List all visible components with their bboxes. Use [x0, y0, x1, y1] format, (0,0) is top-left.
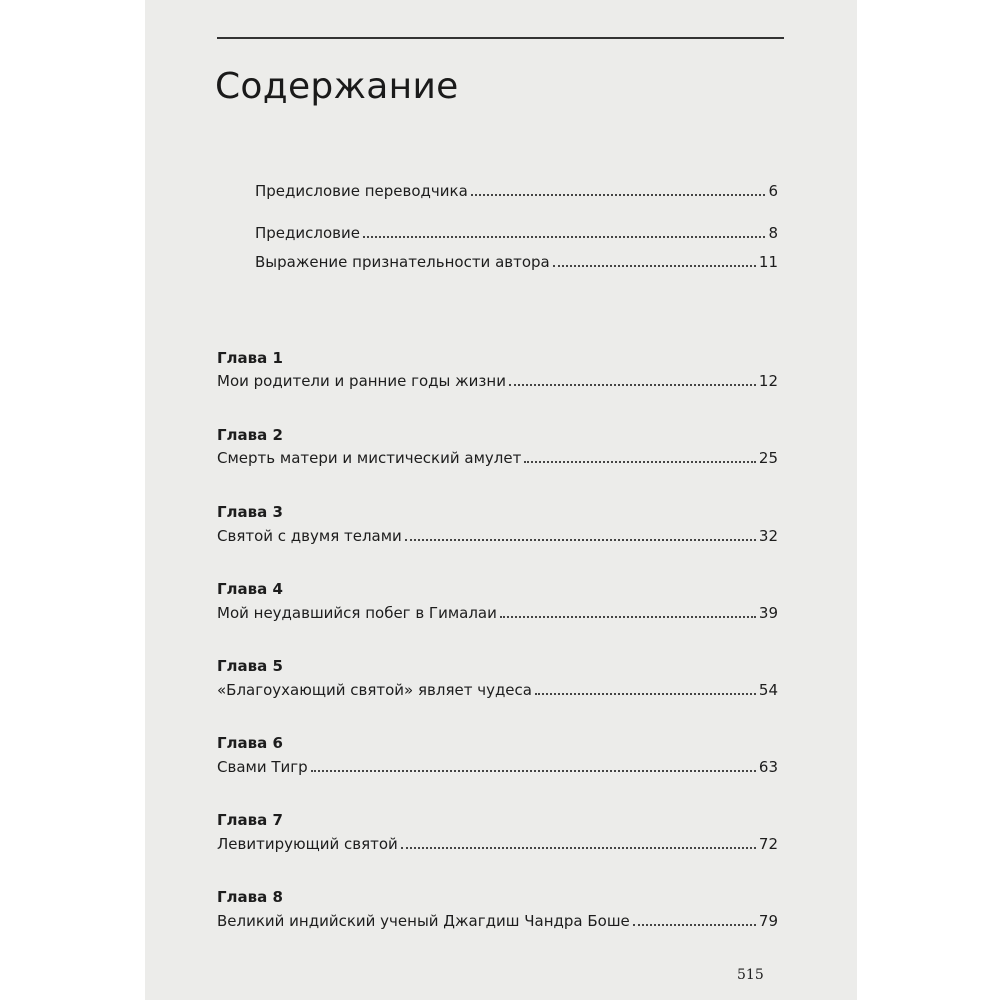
toc-entry-preface: [255, 223, 778, 243]
chapter-heading: Глава 5: [217, 657, 283, 675]
leader-dots: [311, 770, 756, 772]
page-title: Содержание: [215, 66, 459, 107]
page-number: 515: [737, 967, 764, 983]
toc-entry-page: 8: [768, 224, 778, 242]
leader-dots: [471, 194, 766, 196]
toc-entry-page: 11: [758, 253, 778, 271]
chapter-heading: Глава 2: [217, 426, 283, 444]
toc-entry-page: 54: [758, 681, 778, 699]
top-rule: [217, 37, 784, 39]
chapter-heading: Глава 4: [217, 580, 283, 598]
chapter-heading: Глава 6: [217, 734, 283, 752]
leader-dots: [524, 461, 756, 463]
toc-entry-page: 32: [758, 527, 778, 545]
book-page: [145, 0, 857, 1000]
leader-dots: [363, 236, 765, 238]
toc-entry-chapter: [217, 371, 778, 391]
toc-entry-label: Смерть матери и мистический амулет: [217, 449, 522, 467]
toc-entry-page: 39: [758, 604, 778, 622]
toc-entry-chapter: [217, 911, 778, 931]
toc-entry-chapter: [217, 680, 778, 700]
toc-entry-label: Великий индийский ученый Джагдиш Чандра Боше: [217, 912, 630, 930]
leader-dots: [405, 539, 756, 541]
toc-entry-page: 63: [758, 758, 778, 776]
leader-dots: [509, 384, 756, 386]
toc-entry-label: Мои родители и ранние годы жизни: [217, 372, 506, 390]
toc-entry-translator-preface: [255, 181, 778, 201]
toc-entry-page: 25: [758, 449, 778, 467]
chapter-heading: Глава 7: [217, 811, 283, 829]
toc-entry-label: Левитирующий святой: [217, 835, 398, 853]
toc-entry-label: «Благоухающий святой» являет чудеса: [217, 681, 532, 699]
toc-entry-label: Мой неудавшийся побег в Гималаи: [217, 604, 497, 622]
toc-entry-page: 72: [758, 835, 778, 853]
chapter-heading: Глава 8: [217, 888, 283, 906]
toc-entry-label: Святой с двумя телами: [217, 527, 402, 545]
leader-dots: [535, 693, 756, 695]
toc-entry-chapter: [217, 603, 778, 623]
leader-dots: [633, 924, 756, 926]
toc-entry-label: Выражение признательности автора: [255, 253, 550, 271]
toc-entry-chapter: [217, 757, 778, 777]
toc-entry-acknowledgements: [255, 252, 778, 272]
toc-entry-label: Предисловие переводчика: [255, 182, 468, 200]
toc-entry-chapter: [217, 834, 778, 854]
toc-entry-page: 6: [768, 182, 778, 200]
chapter-heading: Глава 1: [217, 349, 283, 367]
toc-entry-label: Предисловие: [255, 224, 360, 242]
leader-dots: [553, 265, 756, 267]
leader-dots: [401, 847, 756, 849]
toc-entry-page: 12: [758, 372, 778, 390]
toc-entry-label: Свами Тигр: [217, 758, 308, 776]
chapter-heading: Глава 3: [217, 503, 283, 521]
toc-entry-chapter: [217, 526, 778, 546]
toc-entry-chapter: [217, 448, 778, 468]
toc-entry-page: 79: [758, 912, 778, 930]
leader-dots: [500, 616, 756, 618]
